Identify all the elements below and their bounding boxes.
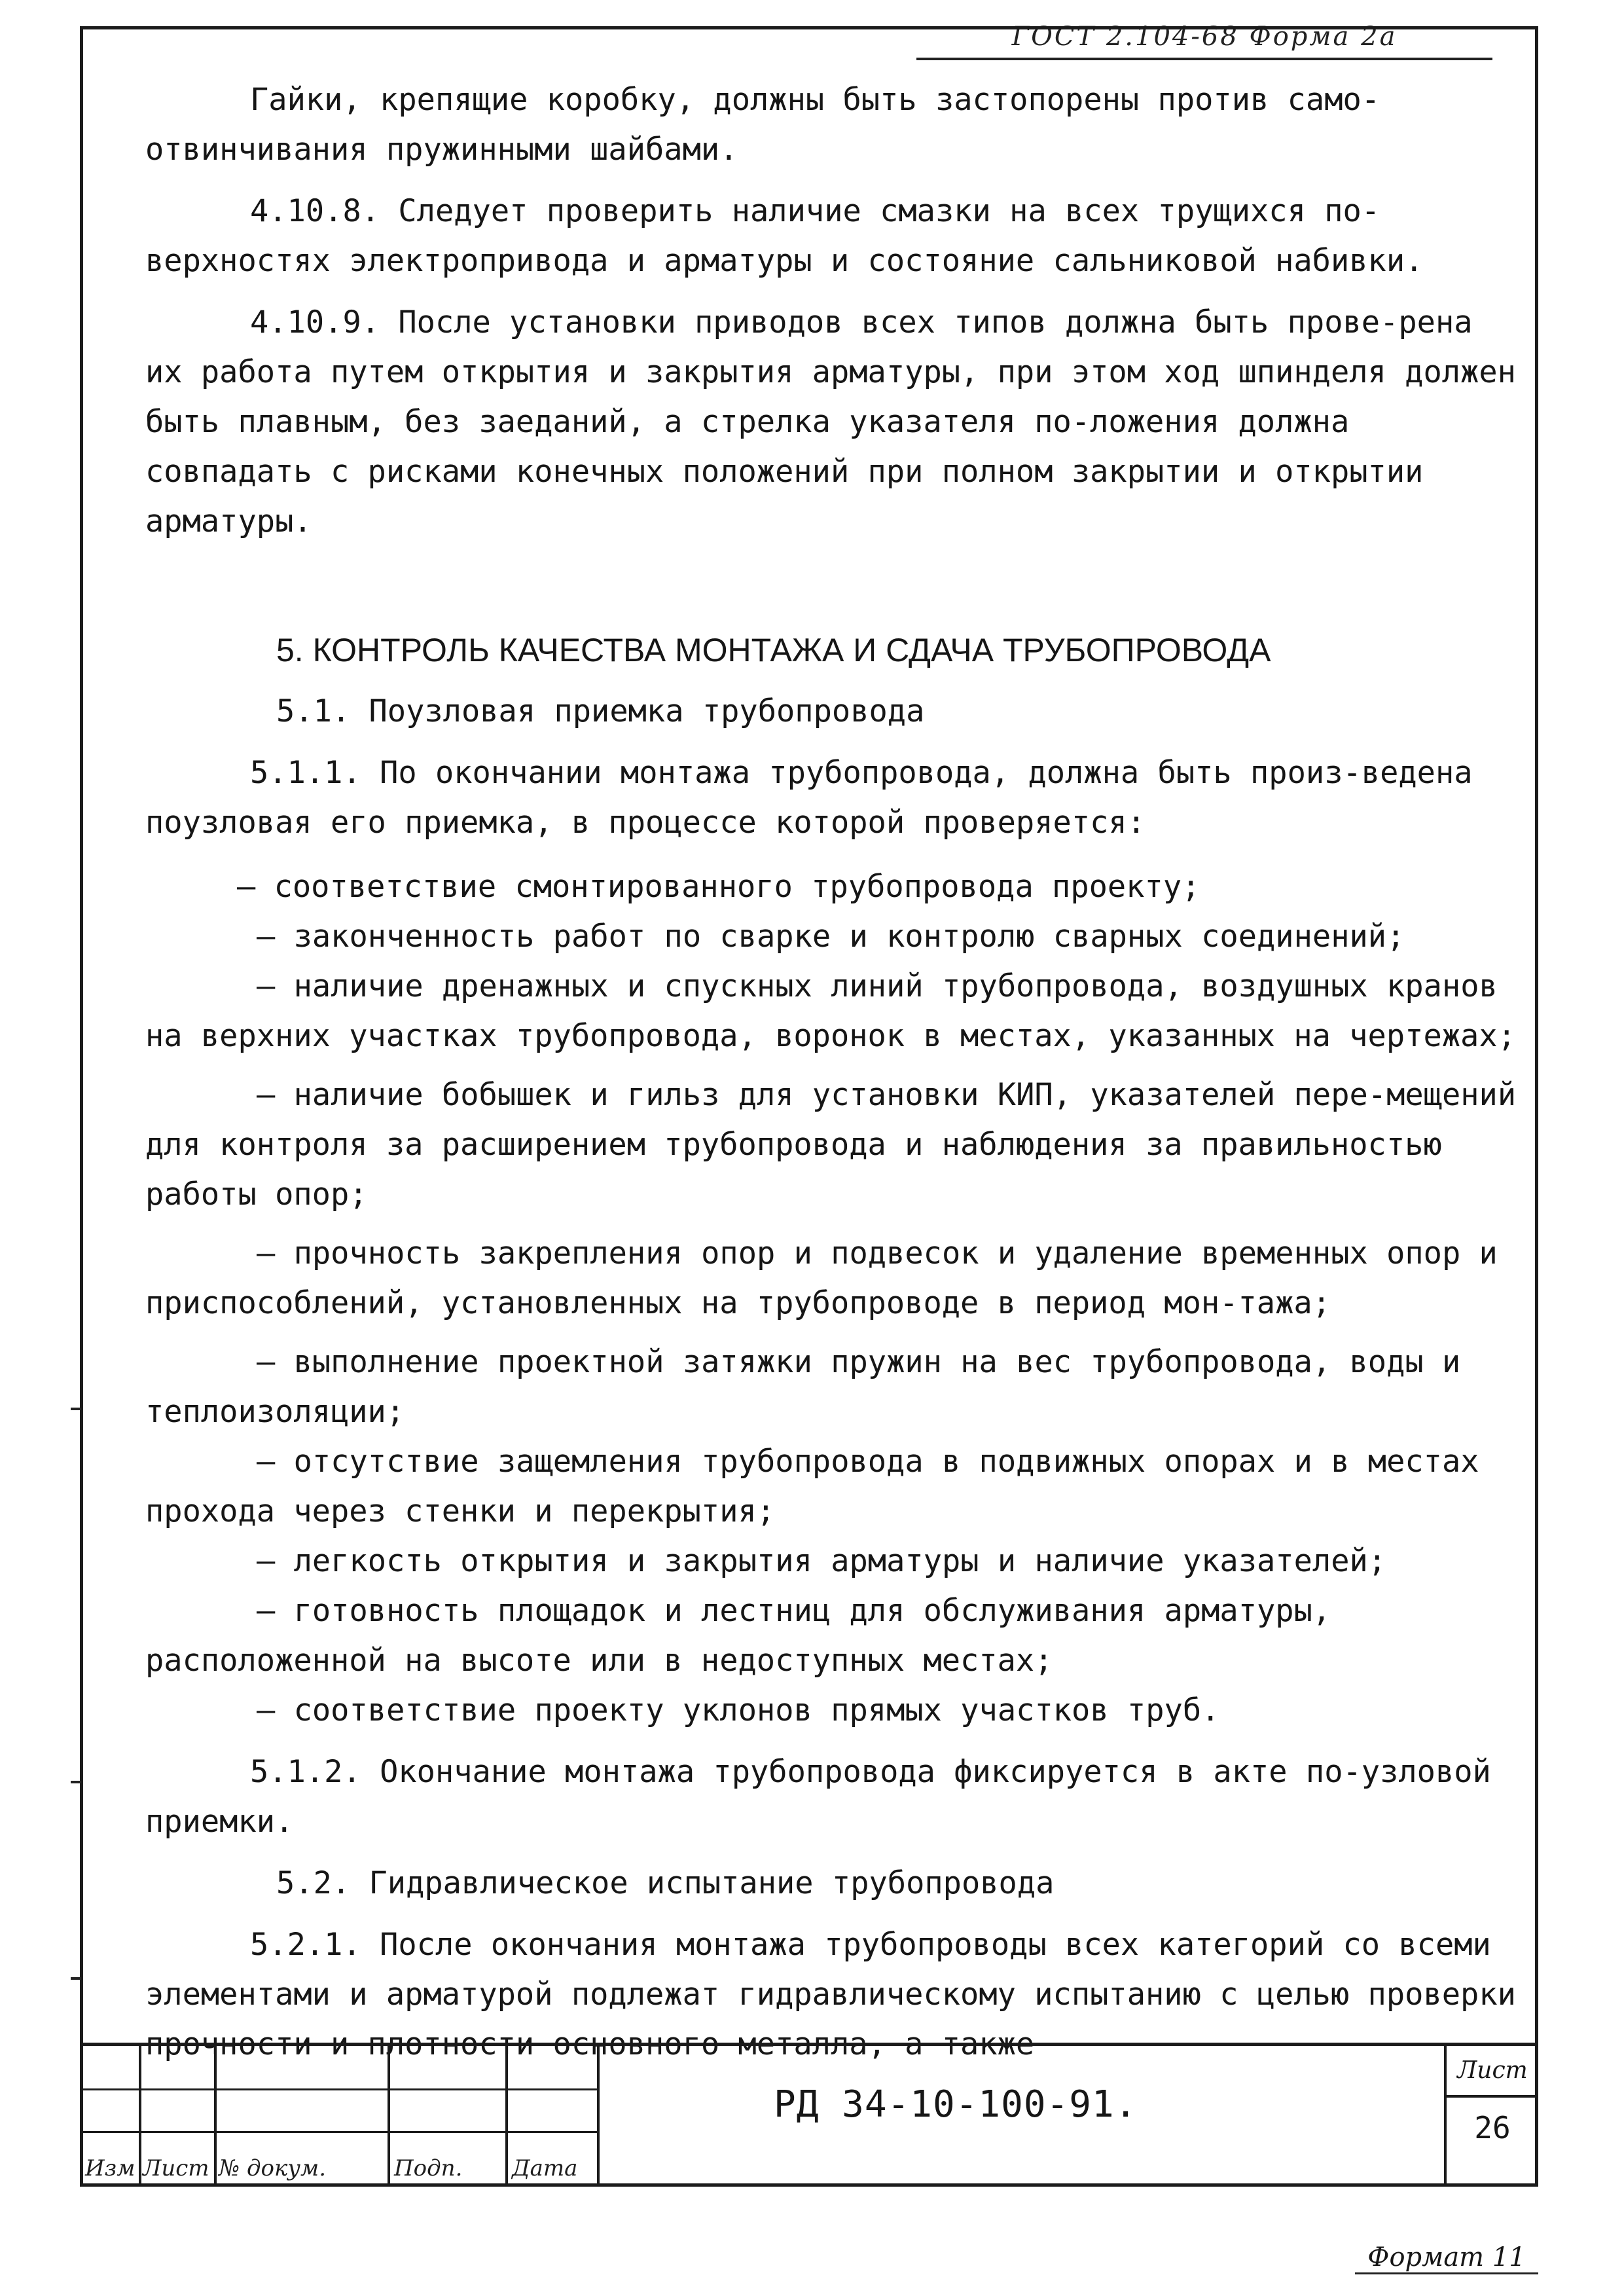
sheet-number: 26 <box>1474 2110 1511 2145</box>
format-label: Формат 11 <box>1355 2242 1538 2274</box>
label-signature: Подп. <box>394 2155 463 2181</box>
label-change: Изм <box>85 2155 135 2181</box>
paragraph-5-1-2: 5.1.2. Окончание монтажа трубопровода фиксируется в акте по-узловой приемки. <box>145 1754 1510 1840</box>
list-item: – легкость открытия и закрытия арматуры и наличие указателей; <box>257 1543 1387 1579</box>
list-item: – законченность работ по сварке и контролю сварных соединений; <box>257 919 1405 955</box>
list-item: – готовность площадок и лестниц для обслуживания арматуры, расположенной на высоте или в недоступных местах; <box>145 1593 1331 1679</box>
document-designation: РД 34-10-100-91. <box>774 2083 1138 2126</box>
title-block <box>80 2043 1538 2187</box>
paragraph-4-10-8: 4.10.8. Следует проверить наличие смазки на всех трущихся по-верхностях электропривода и арматуры и состояние сальниковой набивки. <box>145 193 1424 279</box>
paragraph-4-10-9: 4.10.9. После установки приводов всех типов должна быть прове-рена их работа путем открытия и закрытия арматуры, при этом ход шпинделя должен быть плавным, без заеданий, а стрелка указателя по-ложения должна совпадать с рисками конечных положений при полном закрытии и открытии арматуры. <box>145 304 1535 539</box>
margin-tick <box>71 1781 81 1783</box>
margin-tick <box>71 1977 81 1980</box>
paragraph-5-2-1: 5.2.1. После окончания монтажа трубопроводы всех категорий со всеми элементами и арматурой подлежат гидравлическому испытанию с целью проверки прочности и плотности основного металла, а также <box>145 1927 1535 2062</box>
paragraph-5-1-1: 5.1.1. По окончании монтажа трубопровода, должна быть произ-ведена поузловая его приемка, в процессе которой проверяется: <box>145 755 1491 841</box>
list-item: – соответствие смонтированного трубопровода проекту; <box>237 869 1200 905</box>
list-item: – выполнение проектной затяжки пружин на вес трубопровода, воды и теплоизоляции; <box>145 1344 1461 1430</box>
section-title: 5. КОНТРОЛЬ КАЧЕСТВА МОНТАЖА И СДАЧА ТРУБОПРОВОДА <box>276 632 1271 668</box>
margin-tick <box>71 1408 81 1410</box>
subsection-5-1: 5.1. Поузловая приемка трубопровода <box>276 693 925 729</box>
document-body <box>145 75 1535 2069</box>
label-doc-number: № докум. <box>219 2155 327 2181</box>
paragraph-nuts: Гайки, крепящие коробку, должны быть застопорены против само-отвинчивания пружинными шайбами. <box>145 82 1380 168</box>
sheet-label: Лист <box>1447 2046 1538 2098</box>
list-item: – наличие дренажных и спускных линий трубопровода, воздушных кранов на верхних участках трубопровода, воронок в местах, указанных на чертежах; <box>145 968 1516 1054</box>
list-item: – отсутствие защемления трубопровода в подвижных опорах и в местах прохода через стенки и перекрытия; <box>145 1444 1479 1529</box>
subsection-5-2: 5.2. Гидравлическое испытание трубопровода <box>276 1865 1055 1901</box>
checklist <box>145 862 1526 1736</box>
revision-grid <box>80 2046 597 2187</box>
label-sheet: Лист <box>143 2155 209 2181</box>
list-item: – соответствие проекту уклонов прямых участков труб. <box>257 1692 1220 1728</box>
sheet-box <box>1444 2046 1538 2187</box>
top-stamp: ГОСТ 2.104-68 Форма 2а <box>916 18 1492 60</box>
list-item: – прочность закрепления опор и подвесок и удаление временных опор и приспособлений, установленных на трубопроводе в период мон-тажа; <box>145 1235 1498 1321</box>
list-item: – наличие бобышек и гильз для установки КИП, указателей пере-мещений для контроля за расширением трубопровода и наблюдения за правильностью работы опор; <box>145 1077 1517 1212</box>
label-date: Дата <box>512 2155 578 2181</box>
